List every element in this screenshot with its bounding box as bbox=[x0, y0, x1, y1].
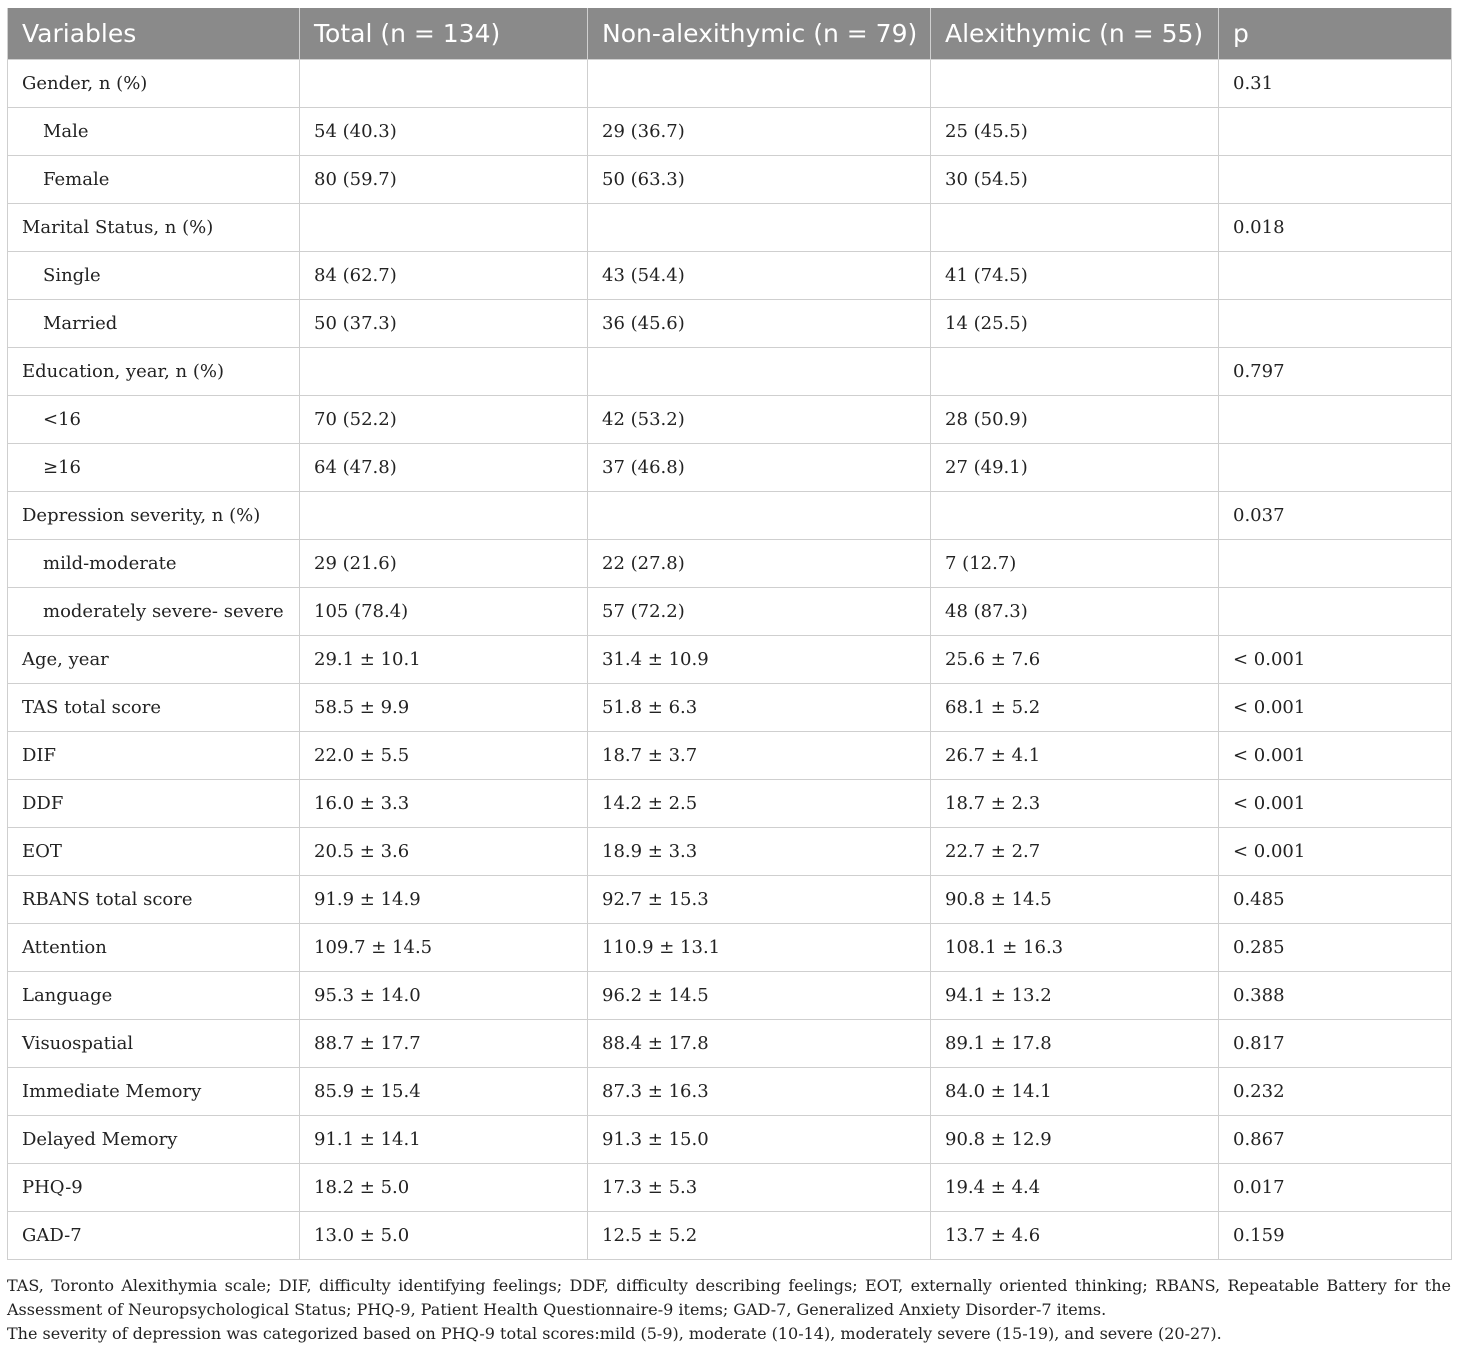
cell-total bbox=[300, 492, 588, 540]
cell-alexithymic: 28 (50.9) bbox=[931, 396, 1219, 444]
cell-non-alexithymic: 12.5 ± 5.2 bbox=[588, 1212, 931, 1260]
cell-p-value: 0.232 bbox=[1219, 1068, 1452, 1116]
cell-variable: Visuospatial bbox=[8, 1020, 300, 1068]
cell-total: 88.7 ± 17.7 bbox=[300, 1020, 588, 1068]
table-row bbox=[8, 60, 1452, 108]
cell-non-alexithymic: 43 (54.4) bbox=[588, 252, 931, 300]
cell-variable: Immediate Memory bbox=[8, 1068, 300, 1116]
cell-alexithymic: 25 (45.5) bbox=[931, 108, 1219, 156]
cell-non-alexithymic: 29 (36.7) bbox=[588, 108, 931, 156]
header-total: Total (n = 134) bbox=[300, 8, 588, 60]
cell-p-value bbox=[1219, 252, 1452, 300]
cell-alexithymic: 26.7 ± 4.1 bbox=[931, 732, 1219, 780]
cell-alexithymic: 19.4 ± 4.4 bbox=[931, 1164, 1219, 1212]
cell-variable: DIF bbox=[8, 732, 300, 780]
footnote-severity: The severity of depression was categorized based on PHQ-9 total scores:mild (5-9), moderate (10-14), moderately severe (15-19), and severe (20-27). bbox=[7, 1324, 1222, 1343]
cell-alexithymic: 68.1 ± 5.2 bbox=[931, 684, 1219, 732]
cell-total: 29.1 ± 10.1 bbox=[300, 636, 588, 684]
table-header bbox=[8, 8, 1452, 60]
cell-alexithymic bbox=[931, 60, 1219, 108]
cell-alexithymic: 14 (25.5) bbox=[931, 300, 1219, 348]
table-row bbox=[8, 1116, 1452, 1164]
cell-non-alexithymic: 110.9 ± 13.1 bbox=[588, 924, 931, 972]
cell-total bbox=[300, 348, 588, 396]
cell-p-value bbox=[1219, 396, 1452, 444]
cell-p-value: 0.018 bbox=[1219, 204, 1452, 252]
header-alexithymic: Alexithymic (n = 55) bbox=[931, 8, 1219, 60]
cell-alexithymic: 30 (54.5) bbox=[931, 156, 1219, 204]
table-row bbox=[8, 972, 1452, 1020]
header-p-value: p bbox=[1219, 8, 1452, 60]
cell-total: 95.3 ± 14.0 bbox=[300, 972, 588, 1020]
cell-variable: Delayed Memory bbox=[8, 1116, 300, 1164]
cell-alexithymic: 25.6 ± 7.6 bbox=[931, 636, 1219, 684]
cell-p-value: 0.159 bbox=[1219, 1212, 1452, 1260]
cell-alexithymic bbox=[931, 348, 1219, 396]
cell-total: 64 (47.8) bbox=[300, 444, 588, 492]
cell-total bbox=[300, 204, 588, 252]
cell-p-value bbox=[1219, 300, 1452, 348]
cell-p-value bbox=[1219, 540, 1452, 588]
cell-total: 16.0 ± 3.3 bbox=[300, 780, 588, 828]
footnote-abbreviations: TAS, Toronto Alexithymia scale; DIF, difficulty identifying feelings; DDF, difficulty describing feelings; EOT, externally oriented thinking; RBANS, Repeatable Battery for the Assessment of Neuropsychological Status; PHQ-9, Patient Health Questionnaire-9 items; GAD-7, Generalized Anxiety Disorder-7 items. bbox=[7, 1276, 1451, 1319]
cell-variable: Female bbox=[8, 156, 300, 204]
cell-total: 85.9 ± 15.4 bbox=[300, 1068, 588, 1116]
cell-non-alexithymic: 50 (63.3) bbox=[588, 156, 931, 204]
table-row bbox=[8, 876, 1452, 924]
cell-non-alexithymic: 37 (46.8) bbox=[588, 444, 931, 492]
table-row bbox=[8, 1212, 1452, 1260]
table-row bbox=[8, 780, 1452, 828]
table-row bbox=[8, 924, 1452, 972]
cell-variable: TAS total score bbox=[8, 684, 300, 732]
cell-alexithymic: 90.8 ± 14.5 bbox=[931, 876, 1219, 924]
cell-total: 105 (78.4) bbox=[300, 588, 588, 636]
table-row bbox=[8, 396, 1452, 444]
table-row bbox=[8, 540, 1452, 588]
cell-non-alexithymic: 91.3 ± 15.0 bbox=[588, 1116, 931, 1164]
cell-p-value: 0.037 bbox=[1219, 492, 1452, 540]
cell-alexithymic: 94.1 ± 13.2 bbox=[931, 972, 1219, 1020]
header-non-alexithymic: Non-alexithymic (n = 79) bbox=[588, 8, 931, 60]
cell-non-alexithymic: 87.3 ± 16.3 bbox=[588, 1068, 931, 1116]
cell-p-value: 0.285 bbox=[1219, 924, 1452, 972]
table-row bbox=[8, 1068, 1452, 1116]
table-row bbox=[8, 1020, 1452, 1068]
cell-variable: Married bbox=[8, 300, 300, 348]
cell-non-alexithymic: 31.4 ± 10.9 bbox=[588, 636, 931, 684]
cell-p-value: 0.817 bbox=[1219, 1020, 1452, 1068]
cell-total: 58.5 ± 9.9 bbox=[300, 684, 588, 732]
cell-non-alexithymic: 18.7 ± 3.7 bbox=[588, 732, 931, 780]
cell-alexithymic: 27 (49.1) bbox=[931, 444, 1219, 492]
table-row bbox=[8, 252, 1452, 300]
cell-total: 13.0 ± 5.0 bbox=[300, 1212, 588, 1260]
cell-alexithymic: 22.7 ± 2.7 bbox=[931, 828, 1219, 876]
cell-non-alexithymic: 22 (27.8) bbox=[588, 540, 931, 588]
cell-non-alexithymic: 57 (72.2) bbox=[588, 588, 931, 636]
cell-non-alexithymic bbox=[588, 204, 931, 252]
table-row bbox=[8, 492, 1452, 540]
cell-variable: Single bbox=[8, 252, 300, 300]
header-variables: Variables bbox=[8, 8, 300, 60]
header-row bbox=[8, 8, 1452, 60]
cell-variable: ≥16 bbox=[8, 444, 300, 492]
cell-non-alexithymic: 17.3 ± 5.3 bbox=[588, 1164, 931, 1212]
cell-p-value: 0.797 bbox=[1219, 348, 1452, 396]
cell-variable: Gender, n (%) bbox=[8, 60, 300, 108]
cell-total: 22.0 ± 5.5 bbox=[300, 732, 588, 780]
cell-non-alexithymic: 36 (45.6) bbox=[588, 300, 931, 348]
cell-variable: Education, year, n (%) bbox=[8, 348, 300, 396]
table-row bbox=[8, 1164, 1452, 1212]
table-row bbox=[8, 444, 1452, 492]
table-row bbox=[8, 204, 1452, 252]
cell-variable: GAD-7 bbox=[8, 1212, 300, 1260]
cell-alexithymic: 18.7 ± 2.3 bbox=[931, 780, 1219, 828]
cell-non-alexithymic: 92.7 ± 15.3 bbox=[588, 876, 931, 924]
cell-non-alexithymic: 42 (53.2) bbox=[588, 396, 931, 444]
cell-alexithymic: 84.0 ± 14.1 bbox=[931, 1068, 1219, 1116]
cell-variable: Language bbox=[8, 972, 300, 1020]
cell-alexithymic: 108.1 ± 16.3 bbox=[931, 924, 1219, 972]
cell-variable: Age, year bbox=[8, 636, 300, 684]
cell-variable: mild-moderate bbox=[8, 540, 300, 588]
cell-variable: EOT bbox=[8, 828, 300, 876]
cell-non-alexithymic: 96.2 ± 14.5 bbox=[588, 972, 931, 1020]
cell-non-alexithymic bbox=[588, 60, 931, 108]
cell-variable: <16 bbox=[8, 396, 300, 444]
table-row bbox=[8, 684, 1452, 732]
table-row bbox=[8, 732, 1452, 780]
cell-variable: Male bbox=[8, 108, 300, 156]
cell-alexithymic: 89.1 ± 17.8 bbox=[931, 1020, 1219, 1068]
table-row bbox=[8, 156, 1452, 204]
cell-non-alexithymic: 14.2 ± 2.5 bbox=[588, 780, 931, 828]
cell-alexithymic: 90.8 ± 12.9 bbox=[931, 1116, 1219, 1164]
table-row bbox=[8, 636, 1452, 684]
cell-p-value: 0.017 bbox=[1219, 1164, 1452, 1212]
cell-alexithymic bbox=[931, 492, 1219, 540]
table-row bbox=[8, 588, 1452, 636]
cell-p-value bbox=[1219, 444, 1452, 492]
cell-p-value: 0.388 bbox=[1219, 972, 1452, 1020]
cell-alexithymic: 48 (87.3) bbox=[931, 588, 1219, 636]
cell-alexithymic: 13.7 ± 4.6 bbox=[931, 1212, 1219, 1260]
cell-variable: DDF bbox=[8, 780, 300, 828]
cell-total: 18.2 ± 5.0 bbox=[300, 1164, 588, 1212]
cell-p-value: 0.31 bbox=[1219, 60, 1452, 108]
cell-p-value: 0.867 bbox=[1219, 1116, 1452, 1164]
cell-p-value: < 0.001 bbox=[1219, 828, 1452, 876]
table-row bbox=[8, 348, 1452, 396]
cell-variable: Depression severity, n (%) bbox=[8, 492, 300, 540]
cell-p-value: 0.485 bbox=[1219, 876, 1452, 924]
cell-p-value bbox=[1219, 108, 1452, 156]
cell-alexithymic: 41 (74.5) bbox=[931, 252, 1219, 300]
cell-total: 91.9 ± 14.9 bbox=[300, 876, 588, 924]
cell-p-value: < 0.001 bbox=[1219, 636, 1452, 684]
cell-total: 54 (40.3) bbox=[300, 108, 588, 156]
cell-p-value: < 0.001 bbox=[1219, 684, 1452, 732]
cell-p-value bbox=[1219, 156, 1452, 204]
cell-non-alexithymic bbox=[588, 348, 931, 396]
cell-non-alexithymic bbox=[588, 492, 931, 540]
cell-total: 50 (37.3) bbox=[300, 300, 588, 348]
cell-non-alexithymic: 88.4 ± 17.8 bbox=[588, 1020, 931, 1068]
cell-variable: Attention bbox=[8, 924, 300, 972]
cell-total: 29 (21.6) bbox=[300, 540, 588, 588]
cell-non-alexithymic: 51.8 ± 6.3 bbox=[588, 684, 931, 732]
table-row bbox=[8, 108, 1452, 156]
demographics-table bbox=[7, 8, 1452, 1260]
demographics-table-container bbox=[7, 8, 1451, 1260]
cell-variable: PHQ-9 bbox=[8, 1164, 300, 1212]
cell-total bbox=[300, 60, 588, 108]
cell-p-value: < 0.001 bbox=[1219, 732, 1452, 780]
table-body bbox=[8, 60, 1452, 1260]
cell-variable: Marital Status, n (%) bbox=[8, 204, 300, 252]
cell-p-value bbox=[1219, 588, 1452, 636]
cell-total: 91.1 ± 14.1 bbox=[300, 1116, 588, 1164]
cell-p-value: < 0.001 bbox=[1219, 780, 1452, 828]
cell-variable: moderately severe- severe bbox=[8, 588, 300, 636]
cell-alexithymic bbox=[931, 204, 1219, 252]
cell-alexithymic: 7 (12.7) bbox=[931, 540, 1219, 588]
cell-total: 70 (52.2) bbox=[300, 396, 588, 444]
table-row bbox=[8, 300, 1452, 348]
cell-variable: RBANS total score bbox=[8, 876, 300, 924]
cell-total: 80 (59.7) bbox=[300, 156, 588, 204]
cell-non-alexithymic: 18.9 ± 3.3 bbox=[588, 828, 931, 876]
table-row bbox=[8, 828, 1452, 876]
cell-total: 84 (62.7) bbox=[300, 252, 588, 300]
cell-total: 20.5 ± 3.6 bbox=[300, 828, 588, 876]
table-footnotes bbox=[7, 1274, 1451, 1346]
cell-total: 109.7 ± 14.5 bbox=[300, 924, 588, 972]
